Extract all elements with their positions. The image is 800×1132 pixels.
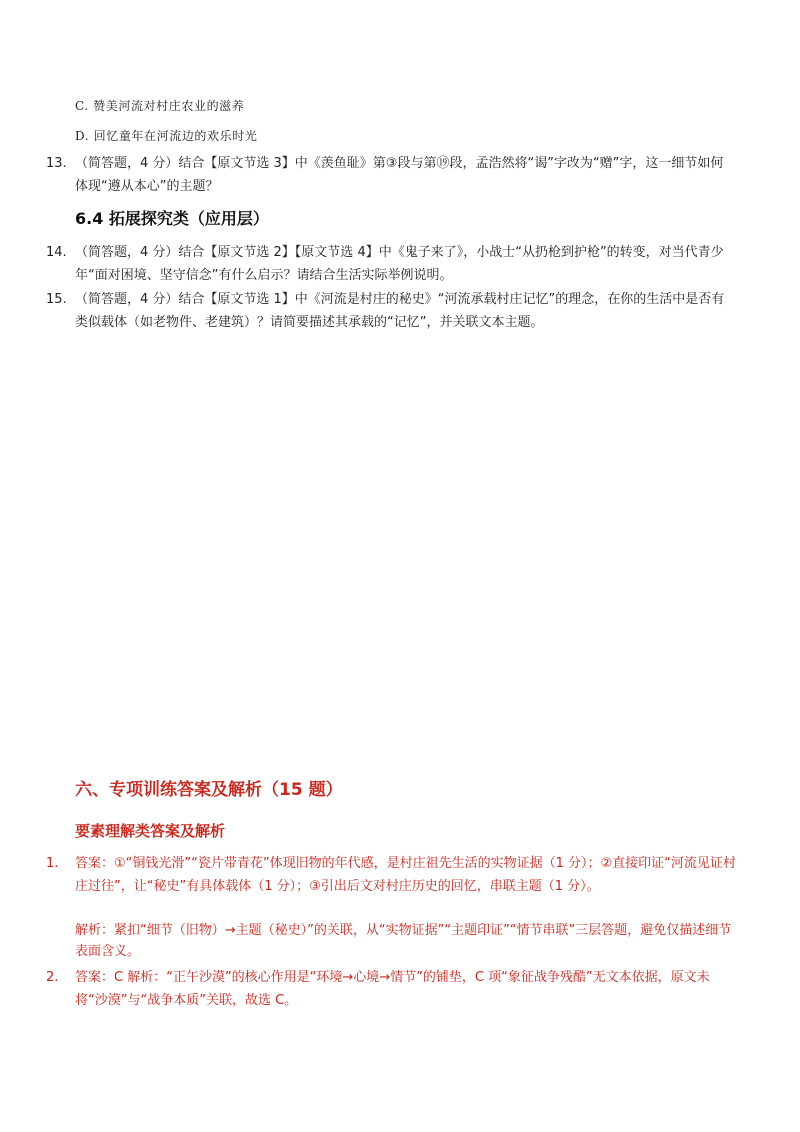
question-13	[46, 152, 736, 198]
answer-number: 2.	[46, 970, 59, 985]
answer-1	[46, 852, 736, 898]
question-text: （简答题，4 分）结合【原文节选 1】中《河流是村庄的秘史》“河流承载村庄记忆”的理念，在你的生活中是否有类似载体（如老物件、老建筑）？请简要描述其承载的“记忆”，并关联文本主题。	[75, 292, 725, 330]
option-d: D. 回忆童年在河流边的欢乐时光	[75, 129, 258, 143]
question-15	[46, 288, 736, 334]
answer-2	[46, 966, 736, 1012]
subsection-heading: 要素理解类答案及解析	[75, 822, 226, 840]
question-number: 14.	[46, 245, 67, 260]
section-heading-answers: 六、专项训练答案及解析（15 题）	[75, 780, 343, 800]
question-14	[46, 241, 736, 287]
answer-number: 1.	[46, 856, 59, 871]
answer-1-explanation: 解析：紧扣“细节（旧物）→主题（秘史）”的关联，从“实物证据”“主题印证”“情节串联”三层答题，避免仅描述细节表面含义。	[75, 923, 732, 959]
question-number: 13.	[46, 156, 67, 171]
section-heading-6-4: 6.4 拓展探究类（应用层）	[75, 209, 269, 228]
question-text: （简答题，4 分）结合【原文节选 3】中《羡鱼耻》第③段与第⑲段，孟浩然将“谒”字改为“赠”字，这一细节如何体现“遵从本心”的主题？	[75, 156, 724, 194]
answer-text: 答案：①“铜钱光滑”“瓷片带青花”体现旧物的年代感，是村庄祖先生活的实物证据（1 分）；②直接印证“河流见证村庄过往”，让“秘史”有具体载体（1 分）；③引出后文对村庄历史的回忆，串联主题（1 分）。	[75, 856, 736, 894]
option-c: C. 赞美河流对村庄农业的滋养	[75, 99, 245, 113]
question-text: （简答题，4 分）结合【原文节选 2】【原文节选 4】中《鬼子来了》，小战士“从扔枪到护枪”的转变，对当代青少年“面对困境、坚守信念”有什么启示？请结合生活实际举例说明。	[75, 245, 724, 283]
question-number: 15.	[46, 292, 67, 307]
answer-text: 答案：C 解析：“正午沙漠”的核心作用是“环境→心境→情节”的铺垫，C 项“象征战争残酷”无文本依据，原文未将“沙漠”与“战争本质”关联，故选 C。	[75, 970, 710, 1008]
